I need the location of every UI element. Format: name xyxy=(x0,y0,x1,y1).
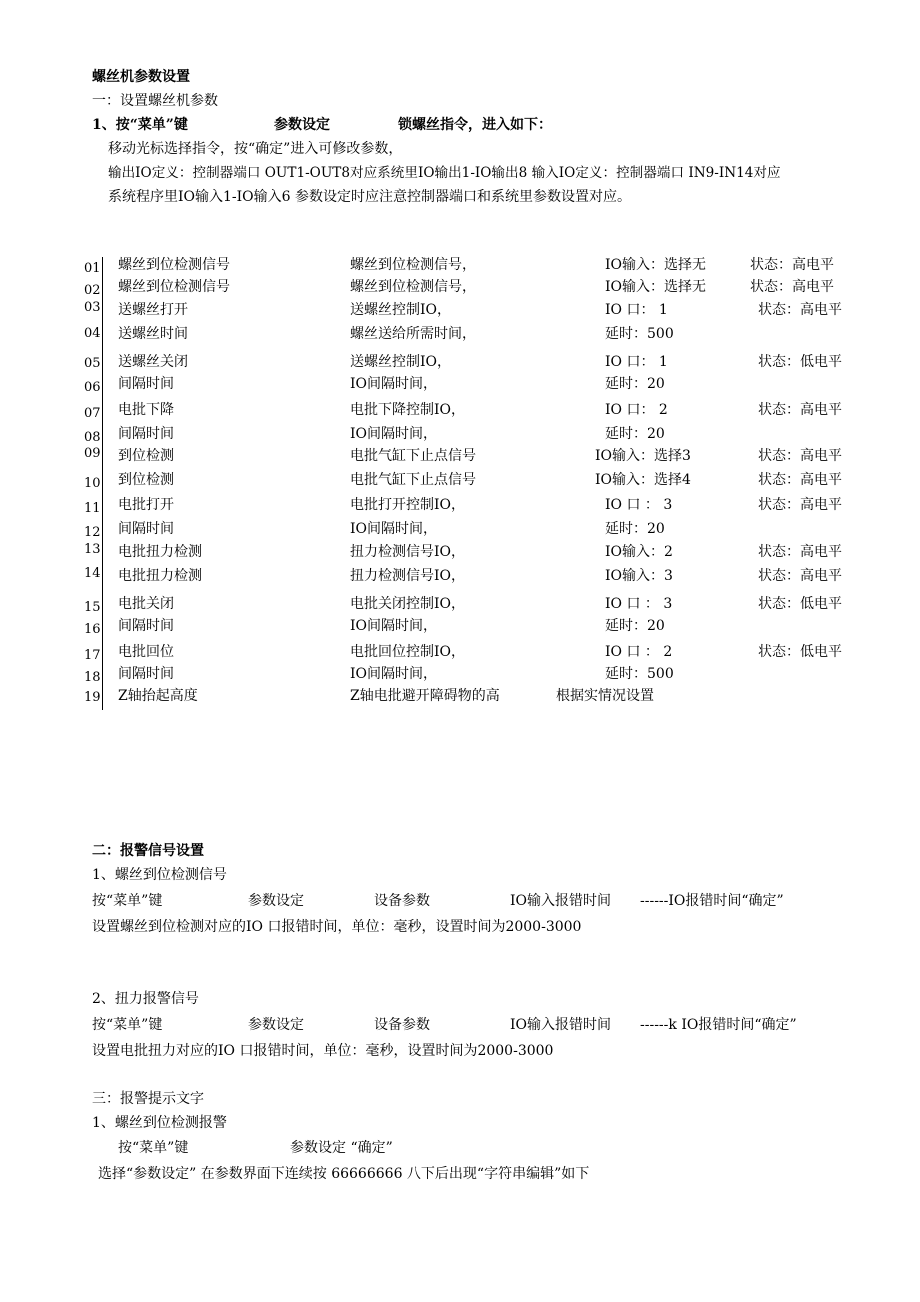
row-io: IO 口 ： 2 xyxy=(605,644,673,660)
table-row xyxy=(82,277,882,299)
table-row xyxy=(82,446,882,468)
section1-line2: 输出IO定义：控制器端口 OUT1-OUT8对应系统里IO输出1-IO输出8 输入IO定义：控制器端口 IN9-IN14对应 xyxy=(108,165,781,181)
table-row xyxy=(82,642,882,664)
alarm1-path-2: 设备参数 xyxy=(374,893,430,909)
section1-step-mid: 参数设定 xyxy=(274,117,330,133)
alarm2-path-1: 参数设定 xyxy=(248,1017,304,1033)
row-desc: 电批关闭控制IO， xyxy=(350,596,466,612)
row-io: 延时：500 xyxy=(605,326,674,342)
row-desc: 送螺丝控制IO， xyxy=(350,354,452,370)
alarm1-path-0: 按“菜单”键 xyxy=(92,893,163,909)
row-name: 螺丝到位检测信号 xyxy=(118,257,230,273)
row-state: 状态：高电平 xyxy=(758,568,842,584)
row-desc: 送螺丝控制IO， xyxy=(350,302,452,318)
row-io: IO 口 ： 3 xyxy=(605,596,673,612)
row-io: IO 口： 2 xyxy=(605,402,668,418)
row-number: 15 xyxy=(84,600,101,615)
row-io: IO 口： 1 xyxy=(605,302,668,318)
row-name: 间隔时间 xyxy=(118,521,174,537)
alarm2-path-4: ------k IO报错时间“确定” xyxy=(640,1017,797,1033)
row-name: 送螺丝时间 xyxy=(118,326,188,342)
row-name: 电批关闭 xyxy=(118,596,174,612)
alarm2-path-2: 设备参数 xyxy=(374,1017,430,1033)
row-desc: 螺丝送给所需时间， xyxy=(350,326,476,342)
row-io: IO 口 ： 3 xyxy=(605,497,673,513)
row-number: 14 xyxy=(84,566,101,581)
row-number: 02 xyxy=(84,283,101,298)
row-name: Z轴抬起高度 xyxy=(118,688,198,704)
row-desc: 电批气缸下止点信号 xyxy=(350,448,476,464)
row-io: 延时：20 xyxy=(605,376,665,392)
row-desc: 扭力检测信号IO， xyxy=(350,544,466,560)
table-row xyxy=(82,542,882,564)
row-number: 11 xyxy=(84,501,101,516)
row-desc: 螺丝到位检测信号， xyxy=(350,257,476,273)
row-number: 03 xyxy=(84,300,101,315)
row-number: 18 xyxy=(84,670,101,685)
row-number: 05 xyxy=(84,356,101,371)
table-row xyxy=(82,495,882,517)
row-io: 根据实情况设置 xyxy=(556,688,654,704)
row-io: IO输入：3 xyxy=(605,568,673,584)
row-state: 状态：高电平 xyxy=(758,472,842,488)
row-desc: 螺丝到位检测信号， xyxy=(350,279,476,295)
row-state: 状态：高电平 xyxy=(758,497,842,513)
row-desc: IO间隔时间， xyxy=(350,666,438,682)
table-row xyxy=(82,616,882,638)
row-desc: 扭力检测信号IO， xyxy=(350,568,466,584)
section3-path-2: 参数设定 “确定” xyxy=(290,1140,393,1156)
row-desc: 电批下降控制IO， xyxy=(350,402,466,418)
section1-line1: 移动光标选择指令，按“确定”进入可修改参数， xyxy=(108,141,403,157)
row-name: 电批扭力检测 xyxy=(118,568,202,584)
alarm1-title: 1、螺丝到位检测信号 xyxy=(92,867,227,883)
section2-heading: 二：报警信号设置 xyxy=(92,843,204,859)
row-name: 电批回位 xyxy=(118,644,174,660)
row-desc: 电批气缸下止点信号 xyxy=(350,472,476,488)
row-number: 13 xyxy=(84,542,101,557)
row-number: 08 xyxy=(84,430,101,445)
row-name: 间隔时间 xyxy=(118,666,174,682)
table-row xyxy=(82,686,882,708)
row-io: 延时：20 xyxy=(605,618,665,634)
row-name: 间隔时间 xyxy=(118,426,174,442)
row-name: 到位检测 xyxy=(118,448,174,464)
row-name: 到位检测 xyxy=(118,472,174,488)
row-number: 12 xyxy=(84,525,101,540)
row-desc: 电批回位控制IO， xyxy=(350,644,466,660)
row-name: 电批打开 xyxy=(118,497,174,513)
row-desc: IO间隔时间， xyxy=(350,521,438,537)
table-row xyxy=(82,566,882,588)
row-state: 状态：高电平 xyxy=(750,257,834,273)
section1-heading: 一：设置螺丝机参数 xyxy=(92,93,218,109)
row-name: 间隔时间 xyxy=(118,618,174,634)
alarm2-path-0: 按“菜单”键 xyxy=(92,1017,163,1033)
table-row xyxy=(82,594,882,616)
row-number: 19 xyxy=(84,690,101,705)
row-state: 状态：低电平 xyxy=(758,354,842,370)
alarm1-path-1: 参数设定 xyxy=(248,893,304,909)
row-desc: IO间隔时间， xyxy=(350,426,438,442)
section3-desc: 选择“参数设定” 在参数界面下连续按 66666666 八下后出现“字符串编辑”如下 xyxy=(98,1166,590,1182)
table-row xyxy=(82,664,882,686)
table-row xyxy=(82,255,882,277)
alarm1-path-3: IO输入报错时间 xyxy=(510,893,612,909)
section3-item1-title: 1、螺丝到位检测报警 xyxy=(92,1115,227,1131)
table-row xyxy=(82,324,882,346)
row-number: 17 xyxy=(84,648,101,663)
table-row xyxy=(82,400,882,422)
row-name: 电批扭力检测 xyxy=(118,544,202,560)
table-row xyxy=(82,374,882,396)
row-io: 延时：20 xyxy=(605,521,665,537)
row-name: 送螺丝关闭 xyxy=(118,354,188,370)
row-desc: IO间隔时间， xyxy=(350,618,438,634)
row-number: 10 xyxy=(84,476,101,491)
row-desc: Z轴电批避开障碍物的高 xyxy=(350,688,500,704)
alarm1-path-4: ------IO报错时间“确定” xyxy=(640,893,784,909)
row-state: 状态：高电平 xyxy=(758,402,842,418)
row-io: IO输入：选择4 xyxy=(595,472,691,488)
table-row xyxy=(82,470,882,492)
row-name: 电批下降 xyxy=(118,402,174,418)
row-state: 状态：低电平 xyxy=(758,644,842,660)
row-io: IO输入：选择无 xyxy=(605,257,707,273)
row-name: 间隔时间 xyxy=(118,376,174,392)
table-row xyxy=(82,300,882,322)
row-io: IO输入：2 xyxy=(605,544,673,560)
table-row xyxy=(82,519,882,541)
row-number: 09 xyxy=(84,446,101,461)
alarm1-desc: 设置螺丝到位检测对应的IO 口报错时间，单位：毫秒，设置时间为2000-3000 xyxy=(92,919,582,935)
row-number: 01 xyxy=(84,261,101,276)
section1-step-end: 锁螺丝指令，进入如下： xyxy=(398,117,552,133)
alarm2-title: 2、扭力报警信号 xyxy=(92,991,199,1007)
section3-heading: 三：报警提示文字 xyxy=(92,1091,204,1107)
section1-step-label: 1、按“菜单”键 xyxy=(92,117,188,133)
section3-path-1: 按“菜单”键 xyxy=(118,1140,189,1156)
row-io: 延时：20 xyxy=(605,426,665,442)
alarm2-path-3: IO输入报错时间 xyxy=(510,1017,612,1033)
row-name: 螺丝到位检测信号 xyxy=(118,279,230,295)
alarm2-desc: 设置电批扭力对应的IO 口报错时间，单位：毫秒，设置时间为2000-3000 xyxy=(92,1043,554,1059)
section1-line3: 系统程序里IO输入1-IO输入6 参数设定时应注意控制器端口和系统里参数设置对应。 xyxy=(108,189,632,205)
page-title: 螺丝机参数设置 xyxy=(92,69,190,85)
row-number: 07 xyxy=(84,406,101,421)
row-io: IO输入：选择3 xyxy=(595,448,691,464)
table-row xyxy=(82,352,882,374)
row-state: 状态：高电平 xyxy=(758,448,842,464)
row-number: 06 xyxy=(84,380,101,395)
row-state: 状态：高电平 xyxy=(758,302,842,318)
row-state: 状态：低电平 xyxy=(758,596,842,612)
table-row xyxy=(82,424,882,446)
row-desc: 电批打开控制IO， xyxy=(350,497,466,513)
row-io: IO 口： 1 xyxy=(605,354,668,370)
row-desc: IO间隔时间， xyxy=(350,376,438,392)
row-state: 状态：高电平 xyxy=(758,544,842,560)
row-io: IO输入：选择无 xyxy=(605,279,707,295)
row-name: 送螺丝打开 xyxy=(118,302,188,318)
row-number: 04 xyxy=(84,326,101,341)
row-io: 延时：500 xyxy=(605,666,674,682)
row-number: 16 xyxy=(84,622,101,637)
row-state: 状态：高电平 xyxy=(750,279,834,295)
